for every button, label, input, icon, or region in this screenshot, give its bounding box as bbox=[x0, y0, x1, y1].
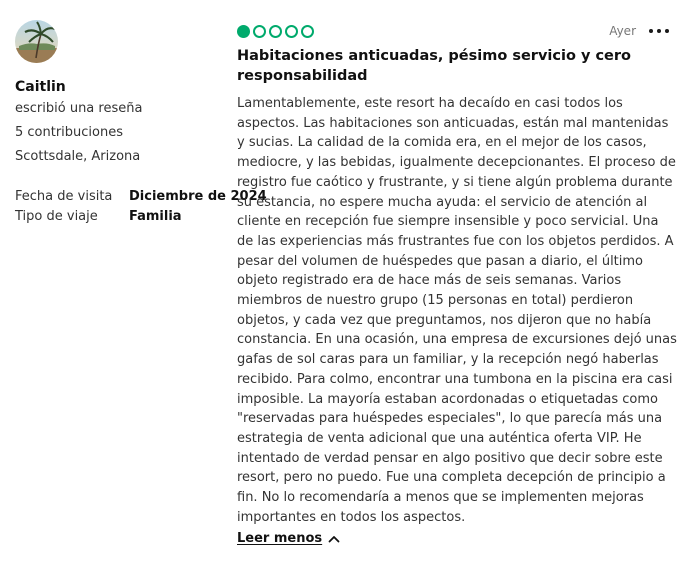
more-horizontal-icon bbox=[649, 29, 653, 33]
review-title[interactable]: Habitaciones anticuadas, pésimo servicio y cero responsabilidad bbox=[237, 48, 631, 84]
review-date: Ayer bbox=[609, 24, 636, 38]
chevron-up-icon bbox=[328, 535, 340, 543]
rating-bubbles bbox=[237, 25, 314, 38]
more-horizontal-icon-dot bbox=[657, 29, 661, 33]
visit-date-value: Diciembre de 2024 bbox=[129, 189, 267, 204]
visit-date-label: Fecha de visita bbox=[15, 189, 113, 204]
reviewer-name[interactable]: Caitlin bbox=[15, 79, 66, 95]
read-less-label: Leer menos bbox=[237, 531, 323, 547]
avatar[interactable] bbox=[15, 20, 58, 63]
trip-facts bbox=[15, 188, 267, 226]
rating-bubble-empty bbox=[301, 25, 314, 38]
rating-bubble-filled bbox=[237, 25, 250, 38]
rating-bubble-empty bbox=[253, 25, 266, 38]
trip-type-row bbox=[15, 208, 225, 226]
rating-bubble-empty bbox=[269, 25, 282, 38]
rating-bubble-empty bbox=[285, 25, 298, 38]
reviewer-profile bbox=[15, 20, 267, 228]
trip-type-value: Familia bbox=[129, 209, 182, 224]
more-horizontal-icon-dot bbox=[665, 29, 669, 33]
reviewer-location: Scottsdale, Arizona bbox=[15, 149, 141, 164]
reviewer-action: escribió una reseña bbox=[15, 101, 143, 116]
trip-type-label: Tipo de viaje bbox=[15, 209, 98, 224]
reviewer-contributions: 5 contribuciones bbox=[15, 125, 124, 140]
review-content bbox=[237, 20, 677, 548]
beach-palm-avatar-icon bbox=[15, 20, 58, 63]
visit-date-row bbox=[15, 188, 267, 206]
review-body: Lamentablemente, este resort ha decaído en casi todos los aspectos. Las habitaciones son anticuadas, están mal mantenidas y sucias. La calidad de la comida era, en el mejor de los casos, mediocre, y las bebidas, igualmente decepcionantes. El proceso de registro fue caótico y frustrante, y si tiene algún problema durante su estancia, no espere mucha ayuda: el servicio de atención al cliente en recepción fue siempre insensible y poco servicial. Una de las experiencias más frustrantes fue con los objetos perdidos. A pesar del volumen de huéspedes que pasan a diario, el último objeto registrado era de hace más de seis semanas. Varios miembros de nuestro grupo (15 personas en total) perdieron objetos, y cada vez que preguntamos, nos dijeron que no había constancia. En una ocasión, una empresa de excursiones dejó unas gafas de sol caras para un familiar, y la recepción negó haberlas recibido. Para colmo, encontrar una tumbona en la piscina era casi imposible. La mayoría estaban acordonadas o etiquetadas como "reservadas para huéspedes especiales", lo que parecía más una estrategia de venta adicional que una auténtica oferta VIP. He intentado de verdad pensar en algo positivo que decir sobre este resort, pero no puedo. Fue una completa decepción de principio a fin. No lo recomendaría a menos que se implementen mejoras importantes en todos los aspectos. bbox=[237, 96, 677, 525]
read-less-button[interactable] bbox=[237, 530, 340, 548]
more-options-button[interactable] bbox=[649, 22, 669, 40]
